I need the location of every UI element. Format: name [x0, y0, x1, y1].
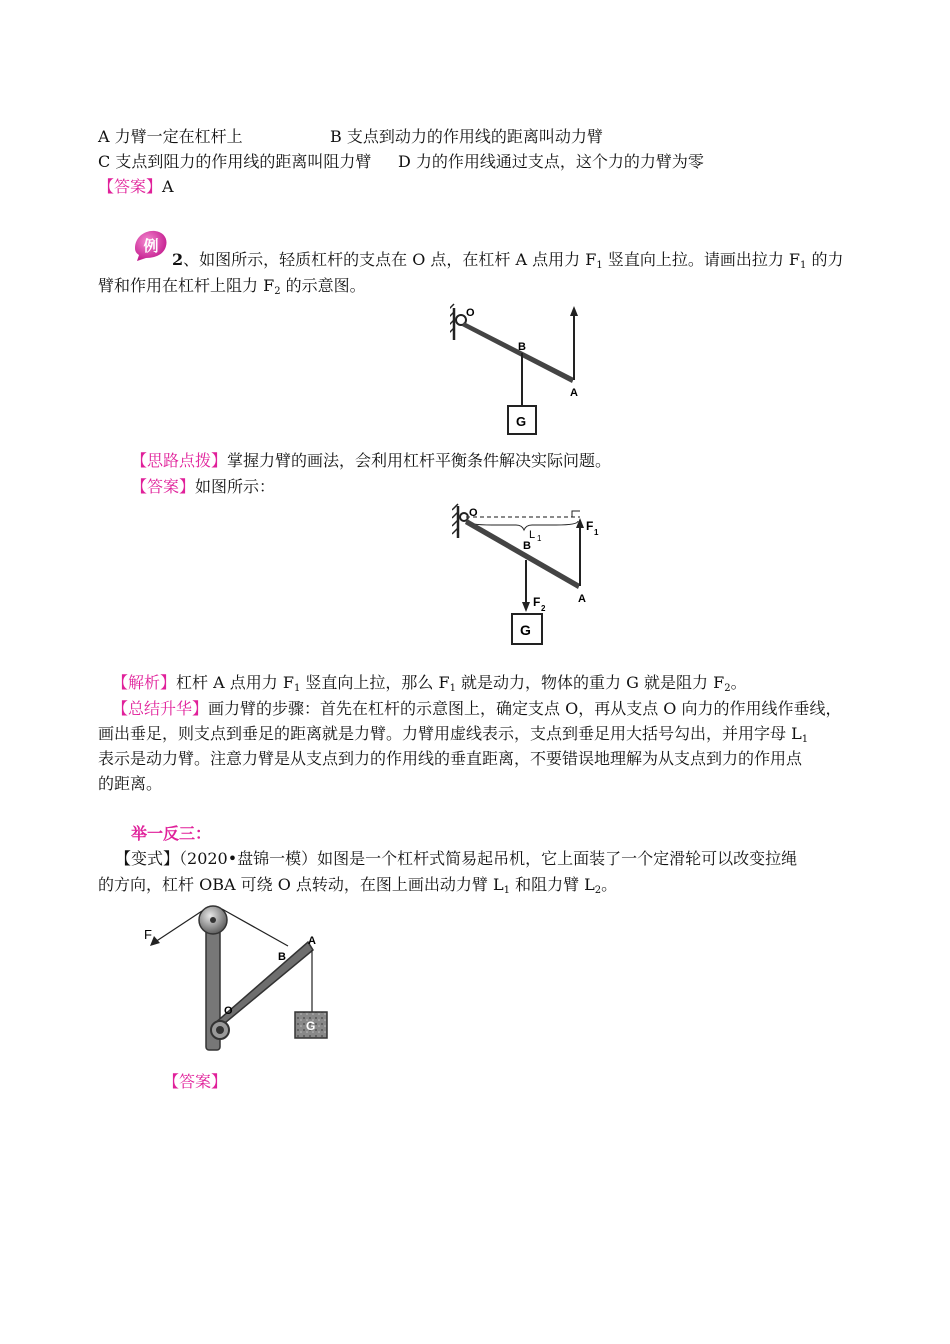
question-text: 的示意图。 [280, 276, 366, 295]
crane-figure [140, 896, 340, 1056]
label-f2-sub: 2 [541, 604, 546, 613]
answer-value: A [162, 177, 174, 196]
practice-text: （2020•盘锦一模）如图是一个杠杆式简易起吊机，它上面装了一个定滑轮可以改变拉绳 [179, 849, 798, 868]
subscript: 2 [594, 885, 602, 896]
option-b: B 支点到动力的作用线的距离叫动力臂 [330, 127, 603, 146]
label-b: B [518, 341, 526, 353]
label-b: B [278, 951, 286, 963]
answer-tag: 【答案】 [131, 477, 196, 496]
question-text: 臂和作用在杠杆上阻力 F [98, 276, 275, 295]
practice-heading: 举一反三： [131, 824, 212, 843]
label-o: O [466, 307, 475, 319]
label-f2: F [533, 595, 541, 609]
badge-text: 例 [143, 237, 159, 255]
label-a: A [570, 387, 578, 399]
analysis-text: 竖直向上拉，那么 F [300, 673, 450, 692]
label-f1-sub: 1 [594, 528, 599, 537]
practice-line2 [98, 874, 617, 896]
arrow-head-icon [522, 602, 530, 612]
analysis-text: 就是动力，物体的重力 G 就是阻力 F [455, 673, 725, 692]
option-a: A 力臂一定在杠杆上 [98, 127, 243, 146]
label-a: A [308, 935, 316, 947]
label-b: B [523, 540, 531, 552]
summary-line2 [98, 723, 808, 745]
question-text: 的力 [806, 250, 844, 269]
label-o: O [224, 1005, 233, 1017]
arm-brace [468, 521, 578, 530]
summary-text: 画出垂足，则支点到垂足的距离就是力臂。力臂用虚线表示，支点到垂足用大括号勾出，并用字母 L [98, 724, 802, 743]
summary-line1 [112, 698, 842, 720]
question-text: 、如图所示，轻质杠杆的支点在 O 点，在杠杆 A 点用力 F [183, 250, 597, 269]
label-o: O [469, 507, 478, 519]
example-number: 2 [172, 250, 184, 269]
hint-line [131, 450, 611, 472]
lever-figure-1 [450, 300, 590, 442]
variant-tag: 【变式】 [115, 849, 180, 868]
summary-tag: 【总结升华】 [112, 699, 209, 718]
lever-figure-2 [452, 500, 612, 650]
answer-1 [98, 176, 174, 198]
subscript: 1 [596, 260, 603, 271]
label-l-sub: 1 [537, 534, 542, 543]
answer-3-tag: 【答案】 [163, 1072, 228, 1091]
summary-line3: 表示是动力臂。注意力臂是从支点到力的作用线的垂直距离，不要错误地理解为从支点到力的作用点 [98, 749, 803, 768]
practice-text: 和阻力臂 L [509, 875, 595, 894]
hint-text: 掌握力臂的画法，会利用杠杆平衡条件解决实际问题。 [227, 451, 612, 470]
label-g: G [520, 622, 531, 638]
example-question-line2 [98, 275, 366, 297]
option-c: C 支点到阻力的作用线的距离叫阻力臂 [98, 152, 372, 171]
example-badge-icon [131, 228, 171, 262]
label-a: A [578, 593, 586, 605]
pulley-axle [210, 917, 216, 923]
summary-line4: 的距离。 [98, 774, 163, 793]
label-f: F [144, 927, 152, 942]
option-d: D 力的作用线通过支点，这个力的力臂为零 [398, 152, 704, 171]
subscript: 2 [274, 286, 281, 297]
lever-bar [465, 519, 580, 589]
question-text: 竖直向上拉。请画出拉力 F [602, 250, 801, 269]
rope-pull [152, 911, 202, 944]
right-angle-mark [572, 511, 580, 517]
rope-to-a [222, 909, 288, 946]
practice-line1 [115, 848, 797, 870]
pivot-axle [216, 1026, 224, 1034]
arrow-head-icon [576, 518, 584, 528]
subscript: 1 [449, 683, 456, 694]
subscript: 1 [800, 260, 807, 271]
label-g: G [516, 414, 527, 429]
subscript: 2 [724, 683, 731, 694]
label-l: L [529, 529, 536, 541]
example-question-line1 [172, 249, 843, 271]
arrow-head-icon [570, 306, 578, 316]
label-f1: F [586, 519, 594, 533]
analysis-line [112, 672, 747, 694]
hint-tag: 【思路点拨】 [131, 451, 228, 470]
answer-2-line [131, 476, 275, 498]
practice-text: 的方向，杠杆 OBA 可绕 O 点转动，在图上画出动力臂 L [98, 875, 504, 894]
practice-text: 。 [601, 875, 618, 894]
label-g: G [306, 1019, 316, 1033]
analysis-tag: 【解析】 [112, 673, 177, 692]
answer-tag: 【答案】 [98, 177, 163, 196]
subscript: 1 [503, 885, 510, 896]
subscript: 1 [293, 683, 301, 694]
analysis-text: 。 [730, 673, 747, 692]
subscript: 1 [801, 734, 809, 745]
answer-text: 如图所示： [195, 477, 276, 496]
summary-text: 画力臂的步骤：首先在杠杆的示意图上，确定支点 O，再从支点 O 向力的作用线作垂线， [208, 699, 842, 718]
analysis-text: 杠杆 A 点用力 F [176, 673, 294, 692]
